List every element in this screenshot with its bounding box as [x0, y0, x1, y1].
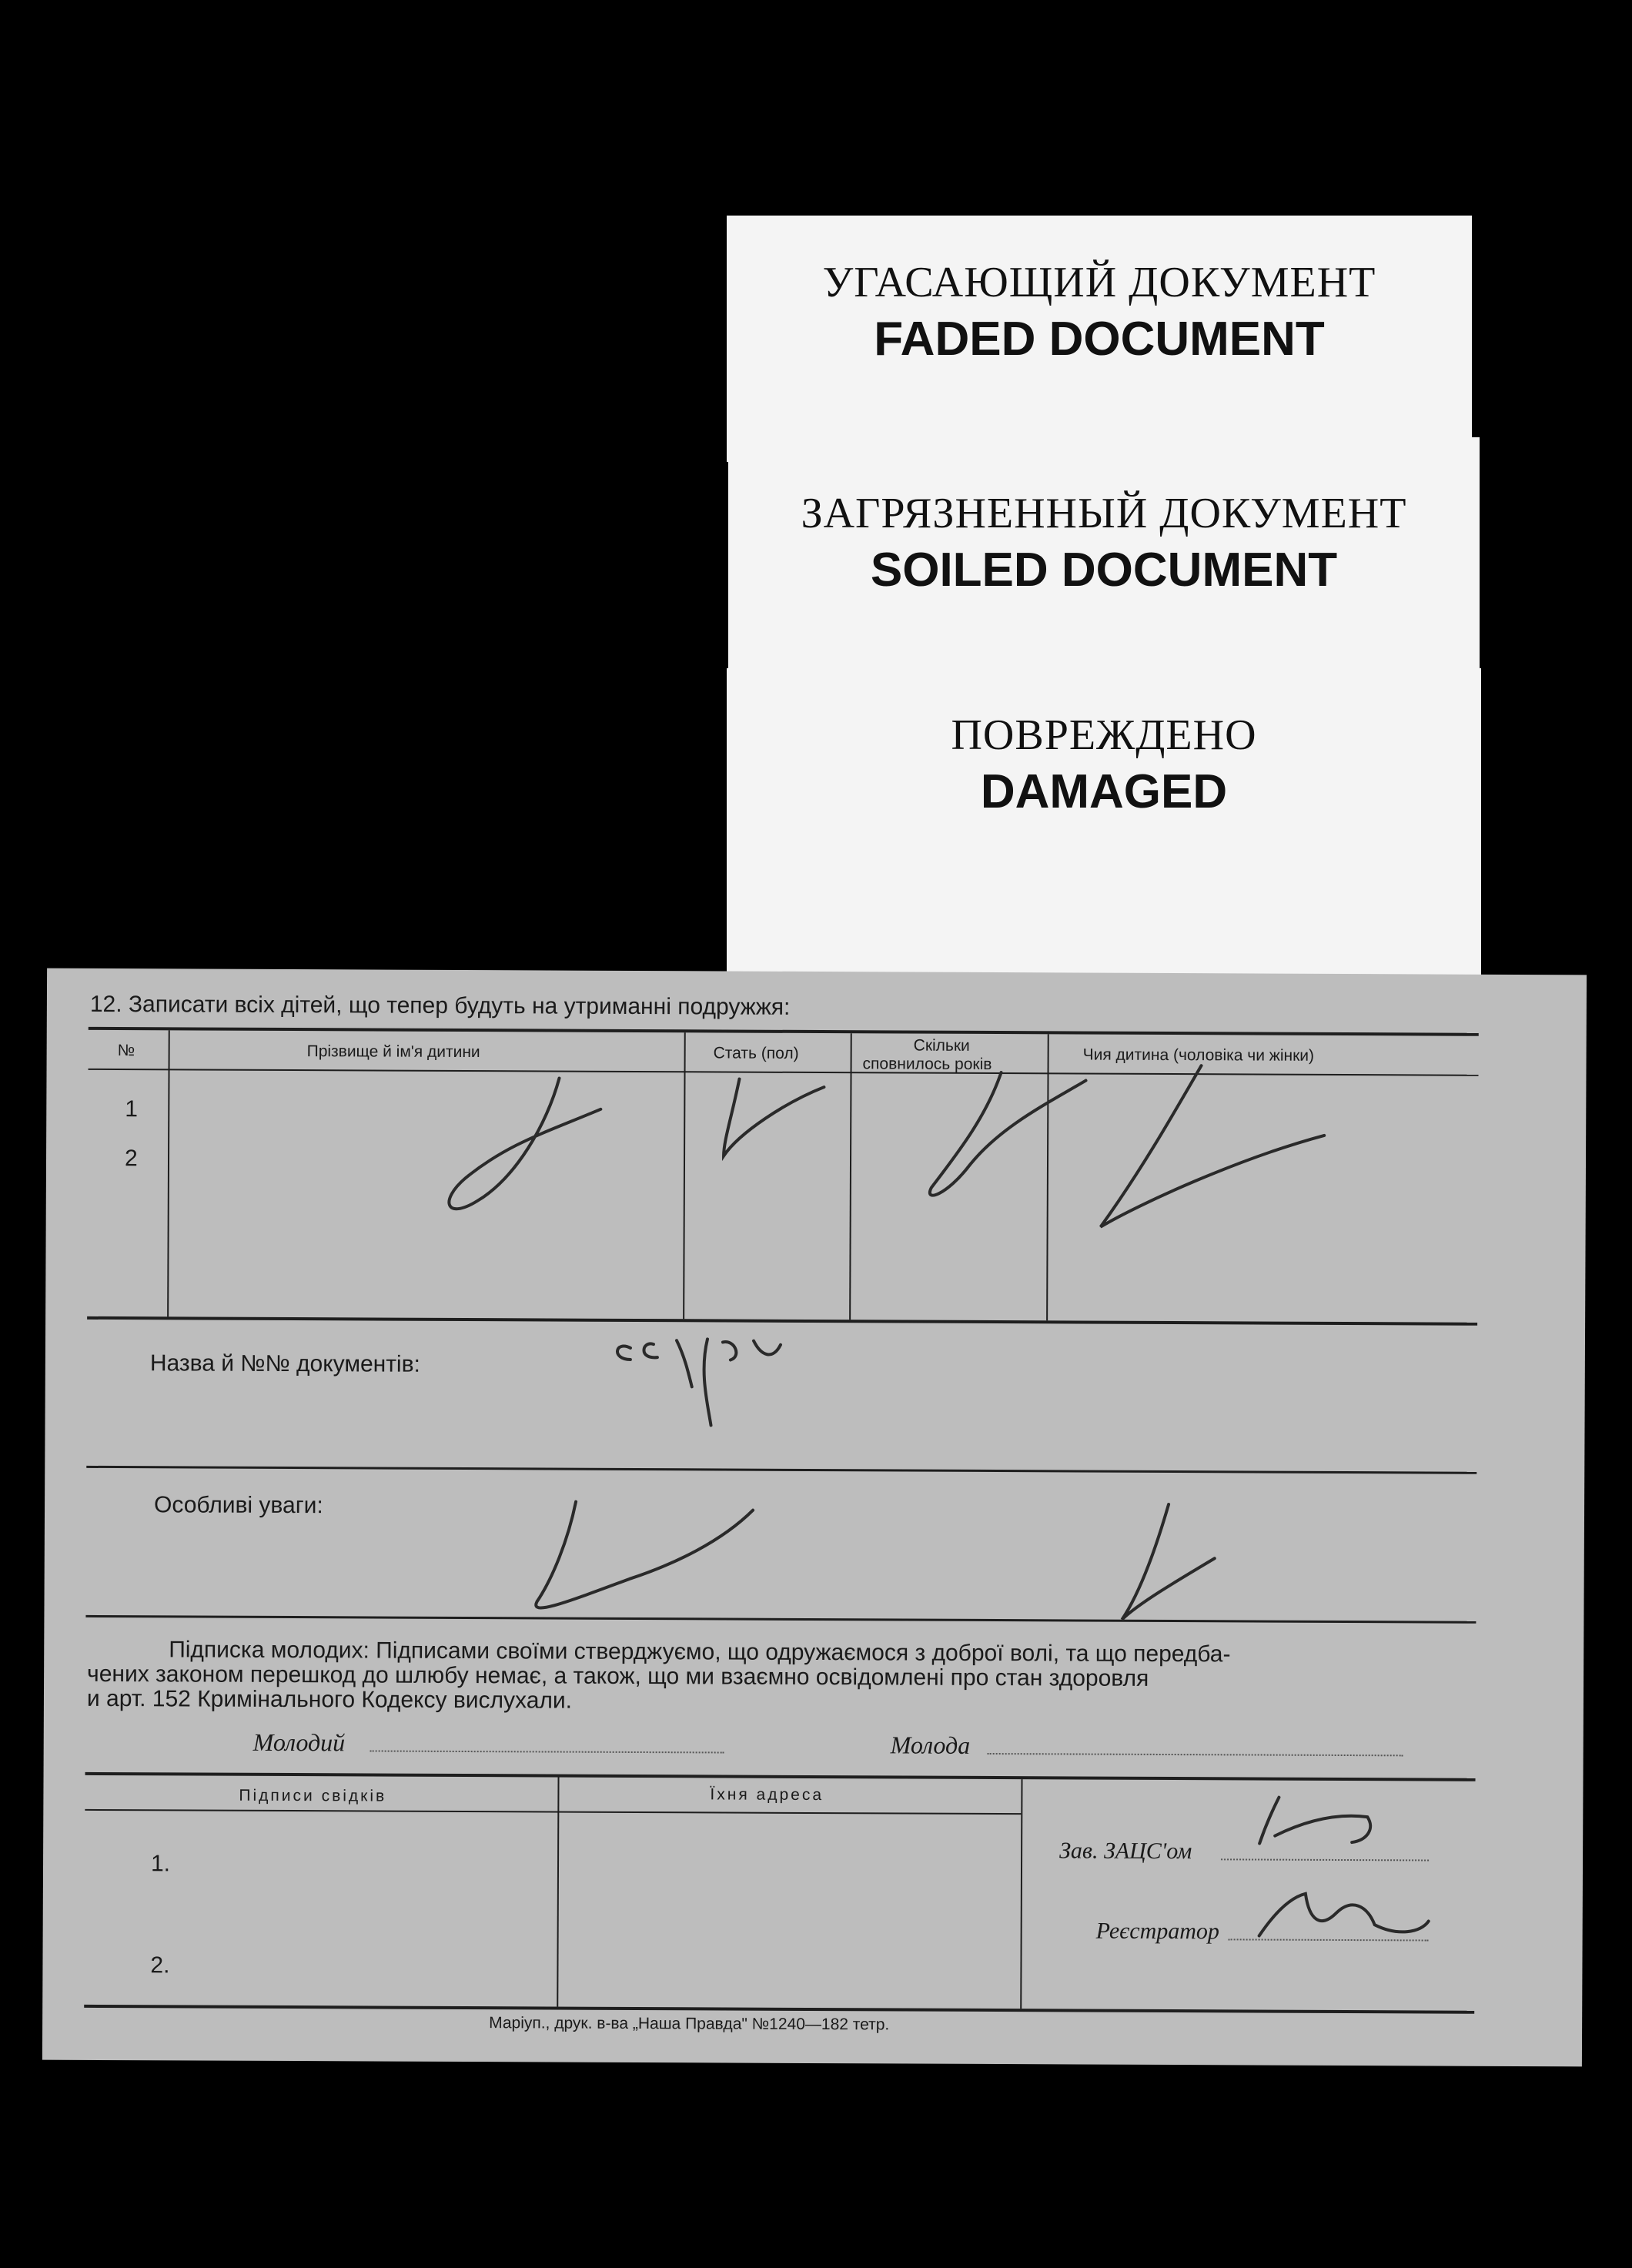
witness-row-1: 1. [150, 1851, 171, 1877]
column-whose-child: Чия дитина (чоловіка чи жінки) [1082, 1045, 1315, 1065]
column-age-line2: сповнилось років [862, 1055, 992, 1073]
witness-row-2: 2. [150, 1952, 170, 1979]
pen-dash-name [449, 1078, 600, 1209]
bride-label: Молода [890, 1731, 971, 1759]
card-title-en: SOILED DOCUMENT [870, 544, 1338, 597]
card-title-ru: ПОВРЕЖДЕНО [951, 711, 1257, 759]
imprint: Маріуп., друк. в-ва „Наша Правда" №1240—182 тетр. [489, 2014, 890, 2034]
registrar-label: Реєстратор [1095, 1918, 1220, 1945]
declaration-line-1: Підписка молодих: Підписами своїми стверджуємо, що одружаємося з доброї волі, та що передба- [169, 1637, 1231, 1668]
damaged-card [727, 668, 1481, 992]
soiled-document-card [728, 437, 1480, 691]
head-signature [1259, 1798, 1370, 1845]
declaration-line-2: чених законом перешкод до шлюбу немає, а також, що ми взаємно освідомлені про стан здоровля [87, 1661, 1149, 1691]
pen-dash-whose [1101, 1065, 1325, 1228]
section-title: 12. Записати всіх дітей, що тепер будуть на утриманні подружжя: [89, 991, 791, 1020]
head-label: Зав. ЗАЦС'ом [1059, 1838, 1192, 1865]
column-child-name: Прізвище й ім'я дитини [306, 1042, 480, 1062]
handwriting-strokes [42, 968, 1587, 2067]
marriage-record-form [42, 968, 1587, 2067]
groom-label: Молодий [252, 1728, 346, 1757]
declaration-line-3: и арт. 152 Кримінального Кодексу вислухали. [86, 1685, 573, 1714]
witnesses-header: Підписи свідків [239, 1786, 387, 1805]
pen-dash-notes-1 [536, 1501, 753, 1608]
faded-document-card [727, 216, 1472, 462]
row-number-2: 2 [124, 1146, 138, 1172]
handwritten-svidky [617, 1339, 781, 1426]
row-number-1: 1 [125, 1096, 139, 1122]
card-title-en: FADED DOCUMENT [874, 313, 1325, 366]
pen-dash-age [930, 1072, 1086, 1196]
card-title-en: DAMAGED [980, 765, 1228, 818]
card-title-ru: УГАСАЮЩИЙ ДОКУМЕНТ [822, 259, 1376, 306]
address-header: Їхня адреса [710, 1785, 824, 1805]
registrar-signature [1259, 1894, 1429, 1937]
card-title-ru: ЗАГРЯЗНЕННЫЙ ДОКУМЕНТ [801, 490, 1407, 537]
column-number: № [117, 1042, 135, 1060]
column-age-line1: Скільки [913, 1036, 970, 1055]
pen-dash-sex [724, 1079, 824, 1156]
column-sex: Стать (пол) [713, 1044, 799, 1062]
documents-label: Назва й №№ документів: [149, 1350, 420, 1377]
pen-dash-notes-2 [1122, 1504, 1215, 1621]
notes-label: Особливі уваги: [153, 1492, 323, 1519]
